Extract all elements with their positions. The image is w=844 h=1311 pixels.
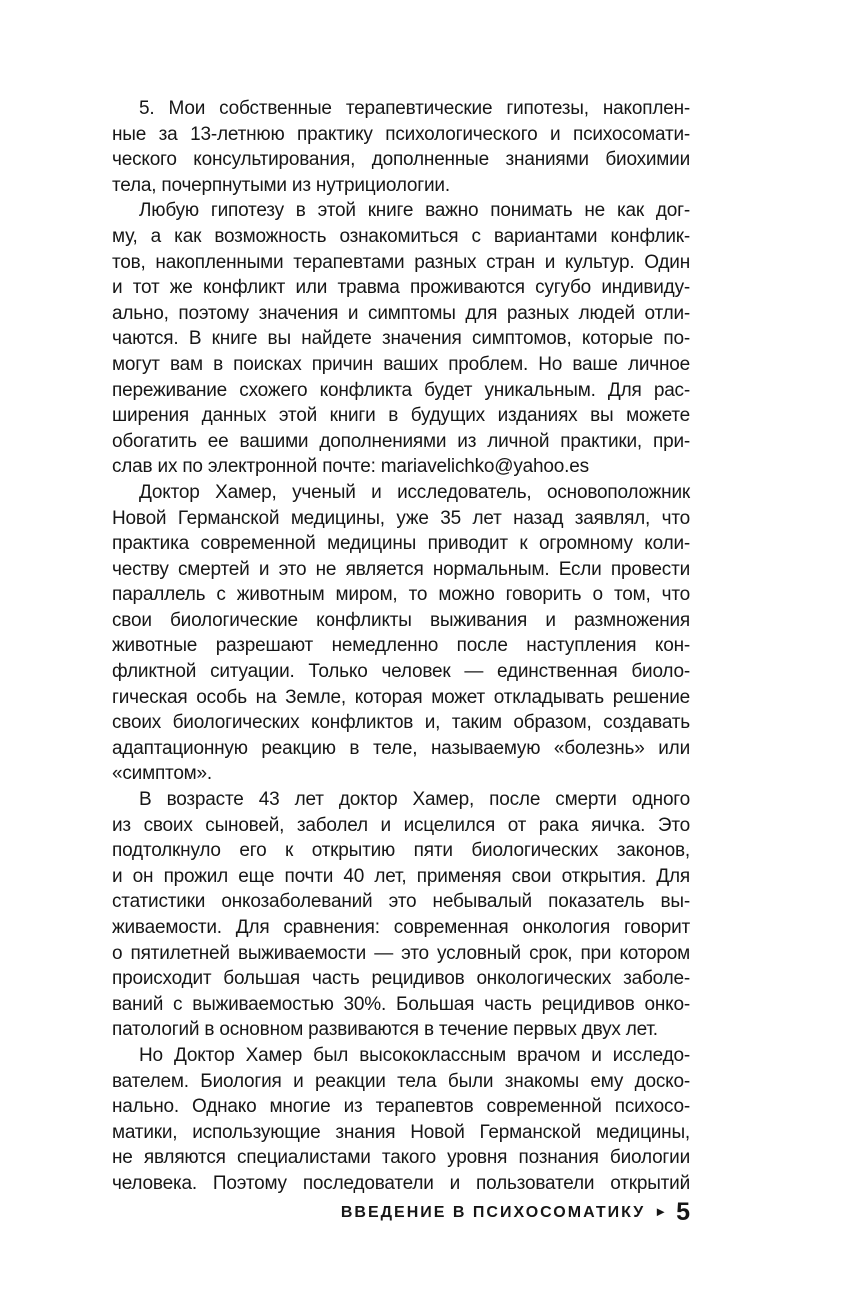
paragraph xyxy=(112,96,690,198)
text-line: живаемости. Для сравнения: современная онкология говорит xyxy=(112,917,690,938)
text-line: слав их по электронной почте: mariavelichko@yahoo.es xyxy=(112,456,589,478)
text-line: ческого консультирования, дополненные знаниями биохимии xyxy=(112,149,690,171)
text-line: своих биологических конфликтов и, таким образом, создавать xyxy=(112,712,690,734)
text-line: Любую гипотезу в этой книге важно понимать не как дог- xyxy=(139,200,690,222)
text-line: Доктор Хамер, ученый и исследователь, основоположник xyxy=(139,481,690,503)
text-line: матики, использующие знания Новой Германской медицины, xyxy=(112,1121,690,1143)
text-line: вателем. Биология и реакции тела были знакомы ему доско- xyxy=(112,1070,690,1092)
text-line: практика современной медицины приводит к огромному коли- xyxy=(112,533,690,555)
paragraph xyxy=(112,480,690,787)
text-line: обогатить ее вашими дополнениями из личной практики, при- xyxy=(112,430,690,452)
text-line: ные за 13-летнюю практику психологического и психосомати- xyxy=(112,123,690,145)
footer-section-title: ВВЕДЕНИЕ В ПСИХОСОМАТИКУ xyxy=(340,1203,646,1221)
paragraph xyxy=(112,787,690,1043)
footer-page-number: 5 xyxy=(676,1198,690,1226)
text-line: статистики онкозаболеваний это небывалый показатель вы- xyxy=(112,891,690,913)
text-line: параллель с животным миром, то можно говорить о том, что xyxy=(112,584,690,606)
text-line: тов, накопленными терапевтами разных стран и культур. Один xyxy=(112,251,690,273)
text-line: Но Доктор Хамер был высококлассным врачом и исследо- xyxy=(139,1044,690,1066)
text-line: чаются. В книге вы найдете значения симптомов, которые по- xyxy=(112,328,690,350)
text-line: происходит большая часть рецидивов онкологических заболе- xyxy=(112,968,690,990)
text-line: свои биологические конфликты выживания и размножения xyxy=(112,609,690,631)
text-line: не являются специалистами такого уровня познания биологии xyxy=(112,1147,690,1169)
text-line: и он прожил еще почти 40 лет, применяя свои открытия. Для xyxy=(112,865,690,887)
text-line: тела, почерпнутыми из нутрициологии. xyxy=(112,174,450,196)
text-line: переживание схожего конфликта будет уникальным. Для рас- xyxy=(112,379,690,401)
text-line: адаптационную реакцию в теле, называемую «болезнь» или xyxy=(112,737,690,759)
text-line: из своих сыновей, заболел и исцелился от рака яичка. Это xyxy=(112,814,690,836)
page-footer xyxy=(112,1200,690,1225)
text-line: подтолкнуло его к открытию пяти биологических законов, xyxy=(112,840,690,862)
text-line: В возрасте 43 лет доктор Хамер, после смерти одного xyxy=(139,789,690,811)
text-line: могут вам в поисках причин ваших проблем. Но ваше личное xyxy=(112,353,690,375)
right-pointer-icon: ► xyxy=(654,1204,668,1219)
text-line: патологий в основном развиваются в течение первых двух лет. xyxy=(112,1019,658,1041)
text-line: гическая особь на Земле, которая может откладывать решение xyxy=(112,686,690,708)
text-line: фликтной ситуации. Только человек — единственная биоло- xyxy=(112,661,690,683)
page-body-text xyxy=(112,96,690,1197)
text-line: ширения данных этой книги в будущих изданиях вы можете xyxy=(112,405,690,427)
text-line: ально, поэтому значения и симптомы для разных людей отли- xyxy=(112,302,690,324)
text-line: Новой Германской медицины, уже 35 лет назад заявлял, что xyxy=(112,507,690,529)
text-line: му, а как возможность ознакомиться с вариантами конфлик- xyxy=(112,225,690,247)
text-line: о пятилетней выживаемости — это условный срок, при котором xyxy=(112,942,690,964)
text-line: человека. Поэтому последователи и пользователи открытий xyxy=(112,1172,690,1194)
paragraph xyxy=(112,1043,690,1197)
text-line: честву смертей и это не является нормальным. Если провести xyxy=(112,558,690,580)
text-line: 5. Мои собственные терапевтические гипотезы, накоплен- xyxy=(139,98,690,119)
text-line: нально. Однако многие из терапевтов современной психосо- xyxy=(112,1096,690,1118)
text-line: и тот же конфликт или травма проживаются сугубо индивиду- xyxy=(112,277,690,299)
text-line: ваний с выживаемостью 30%. Большая часть рецидивов онко- xyxy=(112,993,690,1015)
text-line: животные разрешают немедленно после наступления кон- xyxy=(112,635,690,657)
paragraph xyxy=(112,198,690,480)
text-line: «симптом». xyxy=(112,763,212,785)
